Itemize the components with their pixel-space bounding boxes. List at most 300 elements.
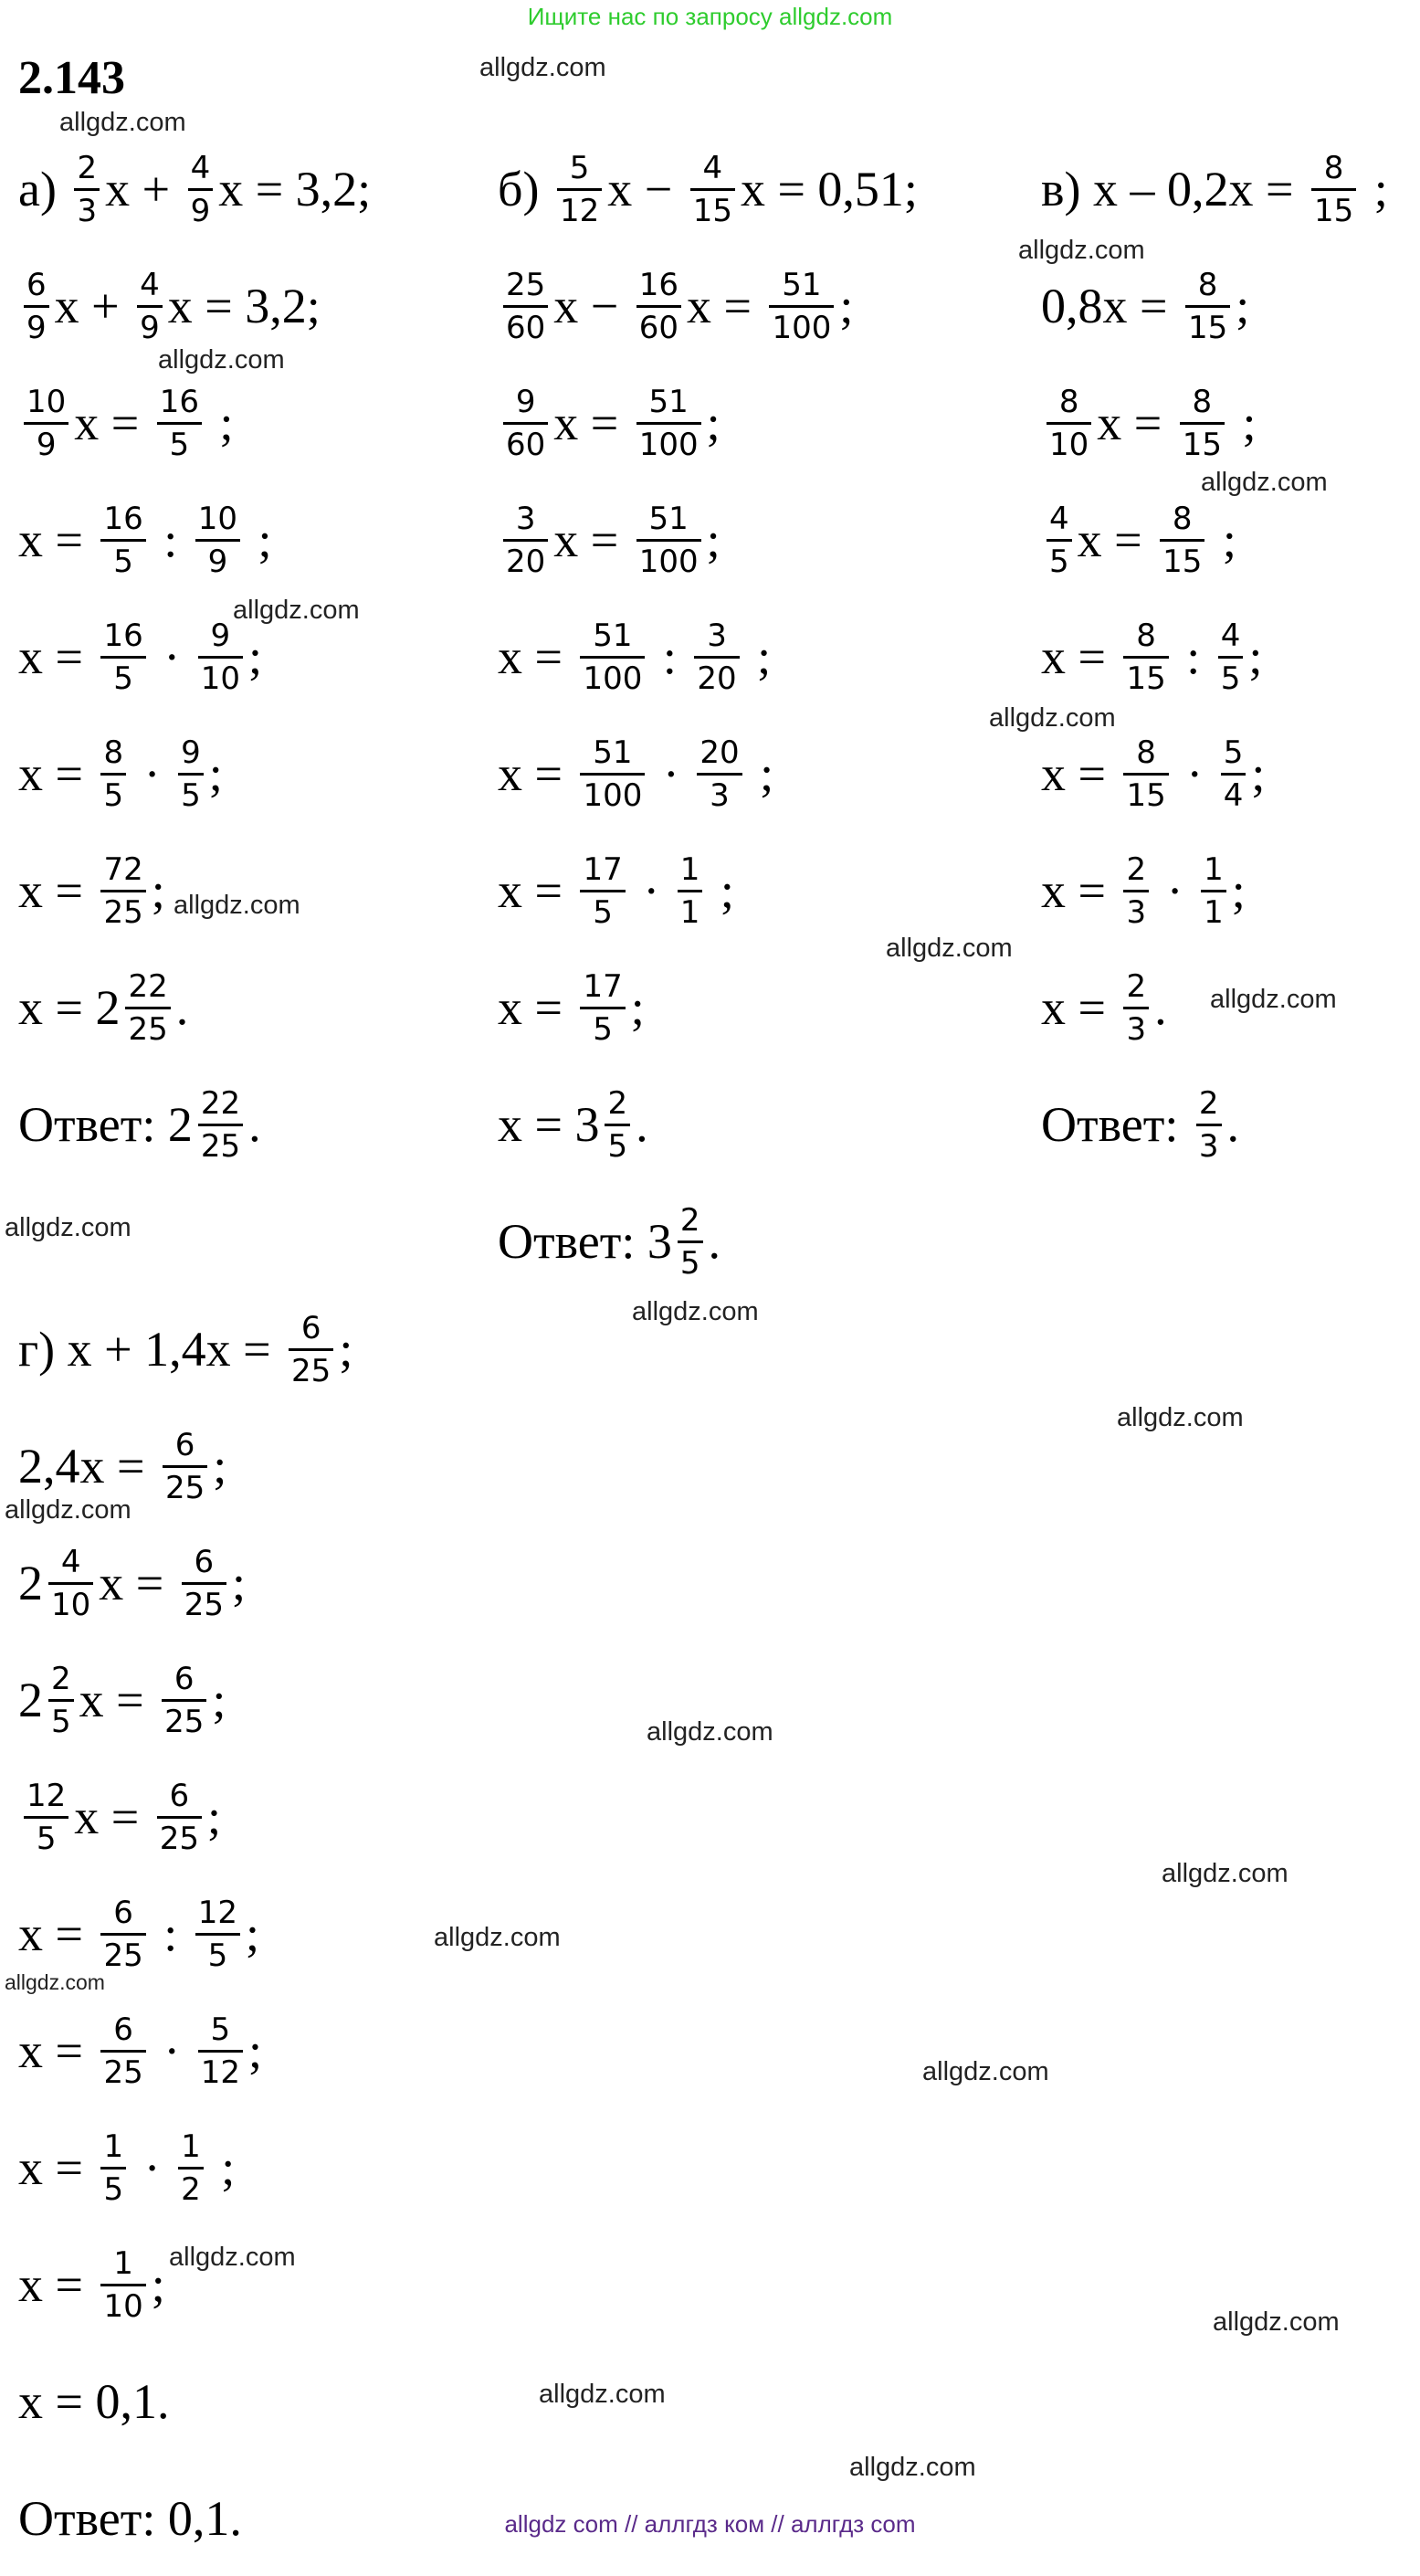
equation-line [18, 365, 234, 480]
fraction-numerator: 1 [103, 2127, 124, 2165]
fraction-numerator: 51 [593, 617, 633, 654]
fraction-denominator: 15 [1126, 660, 1166, 697]
equation-text: ; [708, 863, 734, 918]
fraction-denominator: 15 [1126, 776, 1166, 814]
equation-text: ; [630, 980, 645, 1035]
fraction-numerator: 5 [569, 149, 590, 186]
fraction [1123, 966, 1149, 1050]
equation-text: x = [79, 1673, 157, 1727]
fraction [162, 1659, 206, 1742]
fraction-denominator: 9 [26, 309, 47, 346]
search-banner: Ищите нас по запросу allgdz.com [527, 3, 893, 30]
fraction-denominator: 5 [103, 776, 124, 814]
fraction [1201, 850, 1226, 933]
fraction-numerator: 4 [60, 1543, 81, 1580]
fraction [48, 1542, 93, 1625]
fraction-numerator: 4 [1220, 617, 1241, 654]
fraction [100, 2010, 145, 2093]
watermark: allgdz.com [5, 1495, 131, 1525]
fraction-denominator: 25 [291, 1352, 331, 1389]
equation-text: ; [207, 396, 234, 450]
fraction [580, 966, 625, 1050]
fraction-denominator: 15 [1182, 426, 1222, 463]
equation-text: . [175, 980, 189, 1035]
fraction-numerator: 72 [103, 850, 143, 888]
fraction-numerator: 51 [648, 500, 689, 537]
fraction-denominator: 20 [506, 543, 546, 580]
fraction-denominator: 20 [697, 660, 737, 697]
equation-text: x = [74, 1789, 152, 1844]
watermark: allgdz.com [1201, 468, 1328, 497]
fraction-denominator: 25 [128, 1010, 168, 1048]
fraction [100, 616, 145, 699]
equation-text: x = [18, 512, 96, 567]
equation-text: ; [151, 863, 165, 918]
fraction [198, 616, 243, 699]
fraction-numerator: 22 [128, 967, 168, 1005]
equation-text: Ответ: 2 [18, 1097, 193, 1152]
fraction-denominator: 3 [710, 776, 730, 814]
fraction [605, 1083, 630, 1167]
watermark: allgdz.com [647, 1717, 773, 1747]
equation-text: x = 0,1. [18, 2374, 170, 2429]
fraction-denominator: 3 [77, 192, 98, 229]
fraction-denominator: 25 [200, 1127, 241, 1165]
fraction-numerator: 3 [515, 500, 536, 537]
fraction [198, 2010, 243, 2093]
equation-line [498, 482, 721, 597]
fraction [503, 499, 548, 582]
fraction [125, 966, 170, 1050]
fraction-numerator: 16 [638, 266, 678, 303]
fraction-denominator: 5 [1220, 660, 1241, 697]
watermark: allgdz.com [169, 2243, 296, 2272]
fraction-denominator: 15 [692, 192, 732, 229]
equation-text: . [708, 1214, 721, 1269]
equation-text: x = [687, 279, 764, 333]
equation-line [1041, 1067, 1239, 1182]
fraction [636, 499, 701, 582]
equation-text: x = 3,2; [218, 162, 372, 216]
fraction-numerator: 6 [26, 266, 47, 303]
fraction [1123, 616, 1168, 699]
fraction-numerator: 8 [1136, 617, 1156, 654]
fraction-denominator: 3 [1126, 893, 1147, 931]
equation-text: 2 [18, 1556, 43, 1610]
fraction-numerator: 9 [210, 617, 231, 654]
fraction-denominator: 15 [1313, 192, 1354, 229]
fraction [157, 382, 202, 465]
equation-text: ; [339, 1322, 353, 1377]
fraction-numerator: 10 [26, 383, 67, 420]
equation-text: x = [1041, 863, 1119, 918]
equation-line [1041, 482, 1236, 597]
fraction [580, 616, 645, 699]
fraction-numerator: 5 [210, 2011, 231, 2048]
equation-text: ; [839, 279, 854, 333]
fraction-denominator: 60 [638, 309, 678, 346]
fraction-numerator: 2 [1198, 1084, 1219, 1122]
watermark: allgdz.com [1117, 1403, 1244, 1432]
fraction-numerator: 2 [679, 1201, 700, 1239]
watermark: allgdz.com [632, 1297, 759, 1326]
fraction-numerator: 51 [593, 734, 633, 771]
equation-line [18, 1759, 221, 1874]
equation-text: 2 [18, 1673, 43, 1727]
equation-text: ; [208, 2140, 236, 2195]
fraction-numerator: 8 [1136, 734, 1156, 771]
equation-line [18, 950, 188, 1065]
equation-line [1041, 716, 1265, 831]
equation-text: x = [18, 629, 96, 684]
fraction [100, 850, 145, 933]
equation-line [18, 1067, 261, 1182]
fraction [636, 265, 681, 348]
equation-text: x = [18, 746, 96, 801]
fraction [182, 1542, 226, 1625]
fraction [48, 1659, 74, 1742]
fraction-numerator: 17 [583, 850, 623, 888]
fraction-denominator: 100 [772, 309, 832, 346]
equation-text: x − [553, 279, 631, 333]
fraction [1218, 616, 1244, 699]
fraction-denominator: 25 [159, 1820, 199, 1857]
equation-text: ; [212, 1673, 226, 1727]
fraction-denominator: 10 [200, 660, 240, 697]
equation-text: x − [607, 162, 685, 216]
fraction [1221, 733, 1246, 816]
fraction-denominator: 5 [103, 2170, 124, 2208]
footer-banner: allgdz com // аллгдз ком // аллгдз com [504, 2510, 916, 2538]
equation-text: x = [498, 863, 575, 918]
equation-text: б) [498, 162, 552, 216]
fraction-numerator: 4 [1049, 500, 1069, 537]
equation-line [18, 482, 272, 597]
equation-text: x = [18, 863, 96, 918]
fraction-denominator: 12 [559, 192, 600, 229]
equation-line [498, 1184, 721, 1299]
fraction-numerator: 2 [77, 149, 98, 186]
equation-line [498, 1067, 648, 1182]
equation-text: ; [151, 2257, 165, 2312]
fraction-numerator: 51 [782, 266, 822, 303]
fraction-numerator: 10 [197, 500, 238, 537]
fraction [503, 265, 548, 348]
equation-text: x = [1041, 980, 1119, 1035]
watermark: allgdz.com [989, 703, 1116, 733]
equation-text: ; [706, 396, 721, 450]
fraction-denominator: 5 [607, 1127, 628, 1165]
watermark: allgdz.com [1018, 236, 1145, 265]
fraction [1311, 148, 1356, 231]
equation-line [18, 2110, 235, 2225]
fraction-numerator: 2 [1126, 967, 1147, 1005]
fraction [195, 1893, 240, 1976]
fraction-denominator: 25 [164, 1703, 205, 1740]
fraction-denominator: 10 [103, 2287, 143, 2325]
fraction-denominator: 9 [207, 543, 228, 580]
equation-text: · [630, 863, 672, 918]
fraction [178, 2127, 204, 2210]
fraction-numerator: 8 [103, 734, 124, 771]
equation-text: Ответ: [1041, 1097, 1191, 1152]
fraction-denominator: 10 [51, 1586, 91, 1623]
fraction [1196, 1083, 1222, 1167]
equation-text: ; [246, 512, 272, 567]
fraction-denominator: 100 [583, 776, 643, 814]
fraction-numerator: 8 [1323, 149, 1344, 186]
fraction-numerator: 6 [169, 1777, 190, 1814]
fraction-numerator: 2 [607, 1084, 628, 1122]
fraction-numerator: 4 [140, 266, 160, 303]
fraction-numerator: 8 [1192, 383, 1213, 420]
equation-text: x + [54, 279, 132, 333]
equation-text: 0,8x = [1041, 279, 1180, 333]
fraction-denominator: 100 [583, 660, 643, 697]
fraction-denominator: 5 [51, 1703, 71, 1740]
fraction [557, 148, 602, 231]
fraction-numerator: 2 [51, 1660, 71, 1697]
equation-text: · [151, 629, 193, 684]
equation-text: · [151, 2023, 193, 2078]
equation-text: ; [1210, 512, 1236, 567]
fraction-denominator: 15 [1162, 543, 1203, 580]
fraction-denominator: 9 [36, 426, 57, 463]
fraction-denominator: 25 [103, 2053, 143, 2091]
fraction-denominator: 100 [638, 426, 699, 463]
fraction-denominator: 15 [1187, 309, 1228, 346]
fraction-denominator: 5 [679, 1244, 700, 1282]
fraction [24, 265, 49, 348]
equation-text: . [1226, 1097, 1239, 1152]
watermark: allgdz.com [5, 1970, 105, 1994]
fraction [678, 1200, 703, 1283]
fraction-numerator: 6 [113, 1894, 133, 1931]
fraction-denominator: 5 [113, 543, 133, 580]
watermark: allgdz.com [1210, 985, 1337, 1014]
fraction-numerator: 12 [26, 1777, 67, 1814]
equation-line [498, 248, 853, 364]
equation-text: x = [1041, 746, 1119, 801]
equation-text: x = [1041, 629, 1119, 684]
equation-text: x = [1077, 512, 1155, 567]
fraction [100, 733, 126, 816]
equation-text: · [131, 2140, 174, 2195]
equation-line [1041, 248, 1249, 364]
fraction-denominator: 4 [1223, 776, 1244, 814]
equation-line [498, 833, 734, 948]
equation-text: : [151, 1906, 190, 1961]
equation-text: x = [18, 2257, 96, 2312]
fraction-numerator: 6 [174, 1426, 195, 1463]
fraction [178, 733, 204, 816]
fraction-denominator: 5 [207, 1937, 228, 1974]
watermark: allgdz.com [233, 596, 360, 625]
equation-line [498, 716, 773, 831]
equation-text: . [248, 1097, 261, 1152]
watermark: allgdz.com [158, 345, 285, 375]
watermark: allgdz.com [479, 53, 606, 82]
equation-text: ; [246, 1906, 260, 1961]
fraction-numerator: 2 [1126, 850, 1147, 888]
watermark: allgdz.com [1213, 2307, 1340, 2337]
fraction [1047, 499, 1072, 582]
fraction-numerator: 4 [190, 149, 211, 186]
equation-line [18, 132, 371, 247]
fraction-denominator: 3 [1126, 1010, 1147, 1048]
equation-text: x = [553, 396, 631, 450]
equation-line [18, 1292, 352, 1407]
equation-text: ; [747, 746, 774, 801]
fraction-numerator: 6 [194, 1543, 215, 1580]
equation-text: x = [498, 746, 575, 801]
equation-text: ; [213, 1439, 227, 1494]
equation-text: ; [744, 629, 772, 684]
equation-line [18, 833, 165, 948]
fraction [188, 148, 214, 231]
fraction [198, 1083, 243, 1167]
equation-line [498, 132, 918, 247]
equation-text: x = [74, 396, 152, 450]
equation-line [498, 950, 645, 1065]
equation-text: ; [1231, 863, 1246, 918]
watermark: allgdz.com [849, 2453, 976, 2482]
fraction-numerator: 4 [702, 149, 723, 186]
equation-text: ; [247, 2023, 262, 2078]
watermark: allgdz.com [434, 1923, 561, 1952]
fraction [74, 148, 100, 231]
fraction-denominator: 9 [190, 192, 211, 229]
equation-text: : [151, 512, 190, 567]
equation-line [18, 1642, 226, 1758]
equation-text: x = [18, 1906, 96, 1961]
equation-text: ; [1230, 396, 1257, 450]
fraction-denominator: 1 [1204, 893, 1224, 931]
fraction-numerator: 8 [1172, 500, 1193, 537]
fraction [24, 382, 68, 465]
fraction-denominator: 12 [200, 2053, 240, 2091]
fraction [580, 733, 645, 816]
equation-text: x = 3 [498, 1097, 600, 1152]
fraction [1047, 382, 1091, 465]
fraction-numerator: 22 [200, 1084, 241, 1122]
equation-text: x = 0,51; [740, 162, 918, 216]
fraction-denominator: 25 [103, 893, 143, 931]
equation-text: . [636, 1097, 648, 1152]
fraction [289, 1308, 333, 1391]
fraction [690, 148, 735, 231]
equation-line [1041, 833, 1246, 948]
watermark: allgdz.com [1162, 1859, 1289, 1888]
fraction-numerator: 25 [506, 266, 546, 303]
fraction-denominator: 5 [36, 1820, 57, 1857]
fraction [100, 499, 145, 582]
equation-line [18, 716, 223, 831]
equation-line [1041, 132, 1388, 247]
fraction-numerator: 16 [103, 500, 143, 537]
fraction-denominator: 10 [1049, 426, 1089, 463]
fraction [769, 265, 834, 348]
equation-text: 2,4x = [18, 1439, 157, 1494]
fraction [100, 2243, 145, 2327]
fraction [24, 1776, 68, 1859]
equation-text: ; [1248, 629, 1263, 684]
fraction [163, 1425, 207, 1508]
fraction [1123, 733, 1168, 816]
fraction-denominator: 3 [1198, 1127, 1219, 1165]
fraction-denominator: 1 [679, 893, 700, 931]
equation-line [18, 2344, 169, 2459]
equation-text: ; [208, 746, 223, 801]
fraction [157, 1776, 202, 1859]
equation-line [498, 599, 771, 714]
fraction-denominator: 2 [181, 2170, 201, 2208]
fraction [694, 616, 739, 699]
fraction-denominator: 100 [638, 543, 699, 580]
fraction-numerator: 9 [181, 734, 201, 771]
equation-text: x + [105, 162, 183, 216]
fraction-denominator: 5 [1049, 543, 1069, 580]
fraction [137, 265, 163, 348]
equation-text: ; [207, 1789, 222, 1844]
fraction-numerator: 1 [181, 2127, 201, 2165]
equation-text: x = [553, 512, 631, 567]
fraction-denominator: 60 [506, 309, 546, 346]
fraction-denominator: 60 [506, 426, 546, 463]
watermark: allgdz.com [5, 1213, 131, 1242]
fraction-numerator: 16 [159, 383, 199, 420]
fraction-numerator: 3 [707, 617, 727, 654]
fraction-denominator: 25 [164, 1469, 205, 1506]
fraction-numerator: 16 [103, 617, 143, 654]
equation-line [1041, 599, 1262, 714]
equation-text: ; [232, 1556, 247, 1610]
fraction-numerator: 51 [648, 383, 689, 420]
fraction [580, 850, 625, 933]
equation-line [1041, 365, 1257, 480]
equation-text: x = [18, 2140, 96, 2195]
equation-text: x = 3,2; [167, 279, 321, 333]
fraction-denominator: 25 [184, 1586, 224, 1623]
fraction-denominator: 5 [181, 776, 201, 814]
watermark: allgdz.com [174, 891, 300, 920]
fraction-numerator: 6 [174, 1660, 195, 1697]
fraction [503, 382, 548, 465]
equation-text: · [650, 746, 692, 801]
fraction-numerator: 5 [1223, 734, 1244, 771]
equation-text: : [650, 629, 689, 684]
fraction-numerator: 6 [113, 2011, 133, 2048]
fraction [195, 499, 240, 582]
fraction-numerator: 8 [1058, 383, 1079, 420]
fraction-numerator: 20 [699, 734, 740, 771]
fraction-numerator: 1 [679, 850, 700, 888]
fraction-denominator: 5 [593, 893, 613, 931]
fraction [636, 382, 701, 465]
equation-text: ; [706, 512, 721, 567]
fraction-denominator: 9 [140, 309, 160, 346]
equation-text: · [1173, 746, 1215, 801]
equation-line [1041, 950, 1167, 1065]
fraction [697, 733, 742, 816]
equation-text: · [1154, 863, 1196, 918]
watermark: allgdz.com [59, 108, 186, 137]
fraction [1123, 850, 1149, 933]
fraction [1180, 382, 1225, 465]
fraction [100, 1893, 145, 1976]
equation-text: ; [1362, 162, 1388, 216]
fraction [1160, 499, 1204, 582]
